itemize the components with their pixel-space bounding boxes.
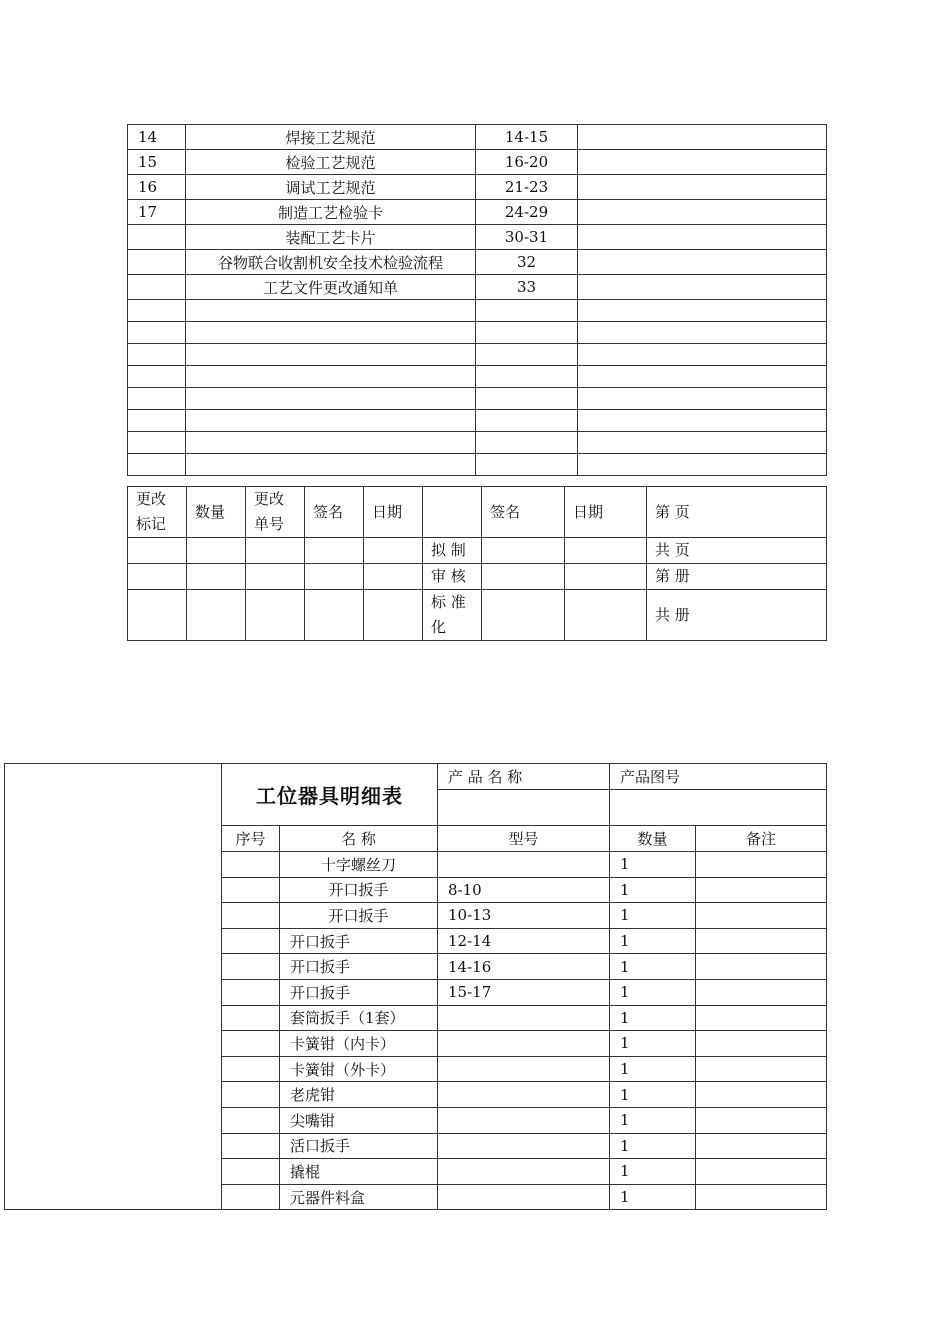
workstation-tools-table	[221, 763, 827, 1210]
table-row	[222, 979, 827, 1005]
tool-qty: 1	[610, 852, 696, 878]
table-row	[128, 225, 827, 250]
col-note: 备注	[696, 826, 827, 852]
tool-name: 开口扳手	[280, 928, 438, 954]
change-mark-label: 更改标记	[128, 487, 187, 538]
product-name-label: 产 品 名 称	[438, 764, 610, 790]
tool-name: 撬棍	[280, 1159, 438, 1185]
table-row	[222, 877, 827, 903]
table-row	[128, 150, 827, 175]
index-pages: 30-31	[476, 225, 578, 250]
empty-row	[128, 300, 827, 322]
index-note	[578, 125, 827, 150]
index-pages: 14-15	[476, 125, 578, 150]
table-row	[222, 928, 827, 954]
col-name: 名 称	[280, 826, 438, 852]
index-note	[578, 225, 827, 250]
quantity-label: 数量	[187, 487, 246, 538]
tool-model	[438, 1005, 610, 1031]
tool-name: 老虎钳	[280, 1082, 438, 1108]
tool-name: 开口扳手	[280, 903, 438, 929]
tool-qty: 1	[610, 928, 696, 954]
date-label-2: 日期	[565, 487, 647, 538]
index-title: 焊接工艺规范	[186, 125, 476, 150]
table-row	[222, 1107, 827, 1133]
page-no-label: 第 页	[647, 487, 827, 538]
tool-qty: 1	[610, 954, 696, 980]
index-note	[578, 250, 827, 275]
empty-row	[128, 388, 827, 410]
date-label: 日期	[364, 487, 423, 538]
index-title: 检验工艺规范	[186, 150, 476, 175]
table-row	[222, 1056, 827, 1082]
tool-qty: 1	[610, 1005, 696, 1031]
index-note	[578, 175, 827, 200]
tool-model	[438, 1031, 610, 1057]
table-row	[222, 954, 827, 980]
signoff-row	[128, 590, 827, 641]
index-pages: 33	[476, 275, 578, 300]
table-row	[222, 1184, 827, 1210]
product-drawing-label: 产品图号	[610, 764, 827, 790]
table-row	[222, 1031, 827, 1057]
index-title: 调试工艺规范	[186, 175, 476, 200]
index-body	[128, 125, 827, 476]
empty-row	[128, 432, 827, 454]
blank-panel	[4, 763, 222, 1210]
tool-model: 12-14	[438, 928, 610, 954]
tool-name: 元器件料盒	[280, 1184, 438, 1210]
index-note	[578, 275, 827, 300]
signoff-row	[128, 564, 827, 590]
index-num: 16	[128, 175, 186, 200]
index-num: 17	[128, 200, 186, 225]
tool-qty: 1	[610, 877, 696, 903]
index-pages: 32	[476, 250, 578, 275]
total-volumes-label: 共 册	[647, 590, 827, 641]
tool-name: 开口扳手	[280, 877, 438, 903]
table-row	[128, 125, 827, 150]
total-pages-label: 共 页	[647, 538, 827, 564]
index-pages: 21-23	[476, 175, 578, 200]
empty-row	[128, 366, 827, 388]
tool-model	[438, 1082, 610, 1108]
col-model: 型号	[438, 826, 610, 852]
signoff-table	[127, 486, 827, 641]
tool-qty: 1	[610, 1082, 696, 1108]
document-index-table	[127, 124, 827, 476]
product-drawing-value	[610, 790, 827, 826]
table-row	[222, 1005, 827, 1031]
index-num	[128, 250, 186, 275]
index-num	[128, 225, 186, 250]
tool-qty: 1	[610, 903, 696, 929]
tool-qty: 1	[610, 1159, 696, 1185]
tool-model: 10-13	[438, 903, 610, 929]
tool-qty: 1	[610, 1056, 696, 1082]
drafted-label: 拟 制	[423, 538, 482, 564]
tool-qty: 1	[610, 1184, 696, 1210]
table-row	[222, 903, 827, 929]
product-name-value	[438, 790, 610, 826]
tool-qty: 1	[610, 979, 696, 1005]
tool-model	[438, 1107, 610, 1133]
index-pages: 16-20	[476, 150, 578, 175]
tools-title: 工位器具明细表	[222, 764, 438, 826]
tool-model	[438, 1159, 610, 1185]
tools-header-row	[222, 764, 827, 790]
signoff-row	[128, 538, 827, 564]
volume-no-label: 第 册	[647, 564, 827, 590]
tool-name: 开口扳手	[280, 979, 438, 1005]
tool-name: 十字螺丝刀	[280, 852, 438, 878]
tool-qty: 1	[610, 1133, 696, 1159]
table-row	[128, 200, 827, 225]
signature-label: 签名	[305, 487, 364, 538]
index-title: 装配工艺卡片	[186, 225, 476, 250]
change-doc-no-label: 更改单号	[246, 487, 305, 538]
index-note	[578, 150, 827, 175]
role-header-blank	[423, 487, 482, 538]
tool-model	[438, 1056, 610, 1082]
table-row	[128, 275, 827, 300]
table-row	[222, 852, 827, 878]
tool-qty: 1	[610, 1031, 696, 1057]
tool-qty: 1	[610, 1107, 696, 1133]
tool-model	[438, 1184, 610, 1210]
reviewed-label: 审 核	[423, 564, 482, 590]
tool-model	[438, 1133, 610, 1159]
standardized-label: 标 准 化	[423, 590, 482, 641]
tool-name: 活口扳手	[280, 1133, 438, 1159]
table-row	[222, 1159, 827, 1185]
tool-name: 卡簧钳（外卡）	[280, 1056, 438, 1082]
tool-model: 14-16	[438, 954, 610, 980]
signoff-header-row	[128, 487, 827, 538]
index-note	[578, 200, 827, 225]
tool-name: 尖嘴钳	[280, 1107, 438, 1133]
empty-row	[128, 322, 827, 344]
table-row	[128, 250, 827, 275]
tool-name: 套筒扳手（1套）	[280, 1005, 438, 1031]
table-row	[128, 175, 827, 200]
index-title: 制造工艺检验卡	[186, 200, 476, 225]
table-row	[222, 1082, 827, 1108]
tool-model: 15-17	[438, 979, 610, 1005]
empty-row	[128, 344, 827, 366]
tool-model	[438, 852, 610, 878]
index-num	[128, 275, 186, 300]
table-row	[222, 1133, 827, 1159]
tools-column-header-row	[222, 826, 827, 852]
index-title: 工艺文件更改通知单	[186, 275, 476, 300]
col-seq: 序号	[222, 826, 280, 852]
tool-name: 开口扳手	[280, 954, 438, 980]
col-qty: 数量	[610, 826, 696, 852]
index-title: 谷物联合收割机安全技术检验流程	[186, 250, 476, 275]
empty-row	[128, 454, 827, 476]
index-num: 15	[128, 150, 186, 175]
signature-label-2: 签名	[482, 487, 565, 538]
tool-name: 卡簧钳（内卡）	[280, 1031, 438, 1057]
tool-model: 8-10	[438, 877, 610, 903]
index-pages: 24-29	[476, 200, 578, 225]
empty-row	[128, 410, 827, 432]
index-num: 14	[128, 125, 186, 150]
